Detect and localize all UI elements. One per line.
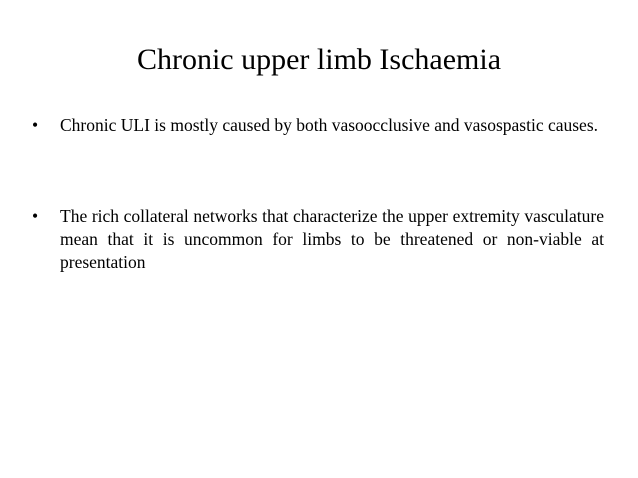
- bullet-item: [32, 114, 604, 137]
- bullet-icon: •: [32, 115, 39, 135]
- slide-title: Chronic upper limb Ischaemia: [136, 43, 502, 76]
- bullet-text: The rich collateral networks that characterize the upper extremity vasculature mean that it is uncommon for limbs to be threatened or non-viable at presentation: [60, 206, 604, 272]
- bullet-list: [32, 114, 604, 274]
- bullet-text: Chronic ULI is mostly caused by both vasoocclusive and vasospastic causes.: [60, 115, 599, 135]
- bullet-icon: •: [32, 206, 39, 226]
- bullet-item: [32, 205, 604, 274]
